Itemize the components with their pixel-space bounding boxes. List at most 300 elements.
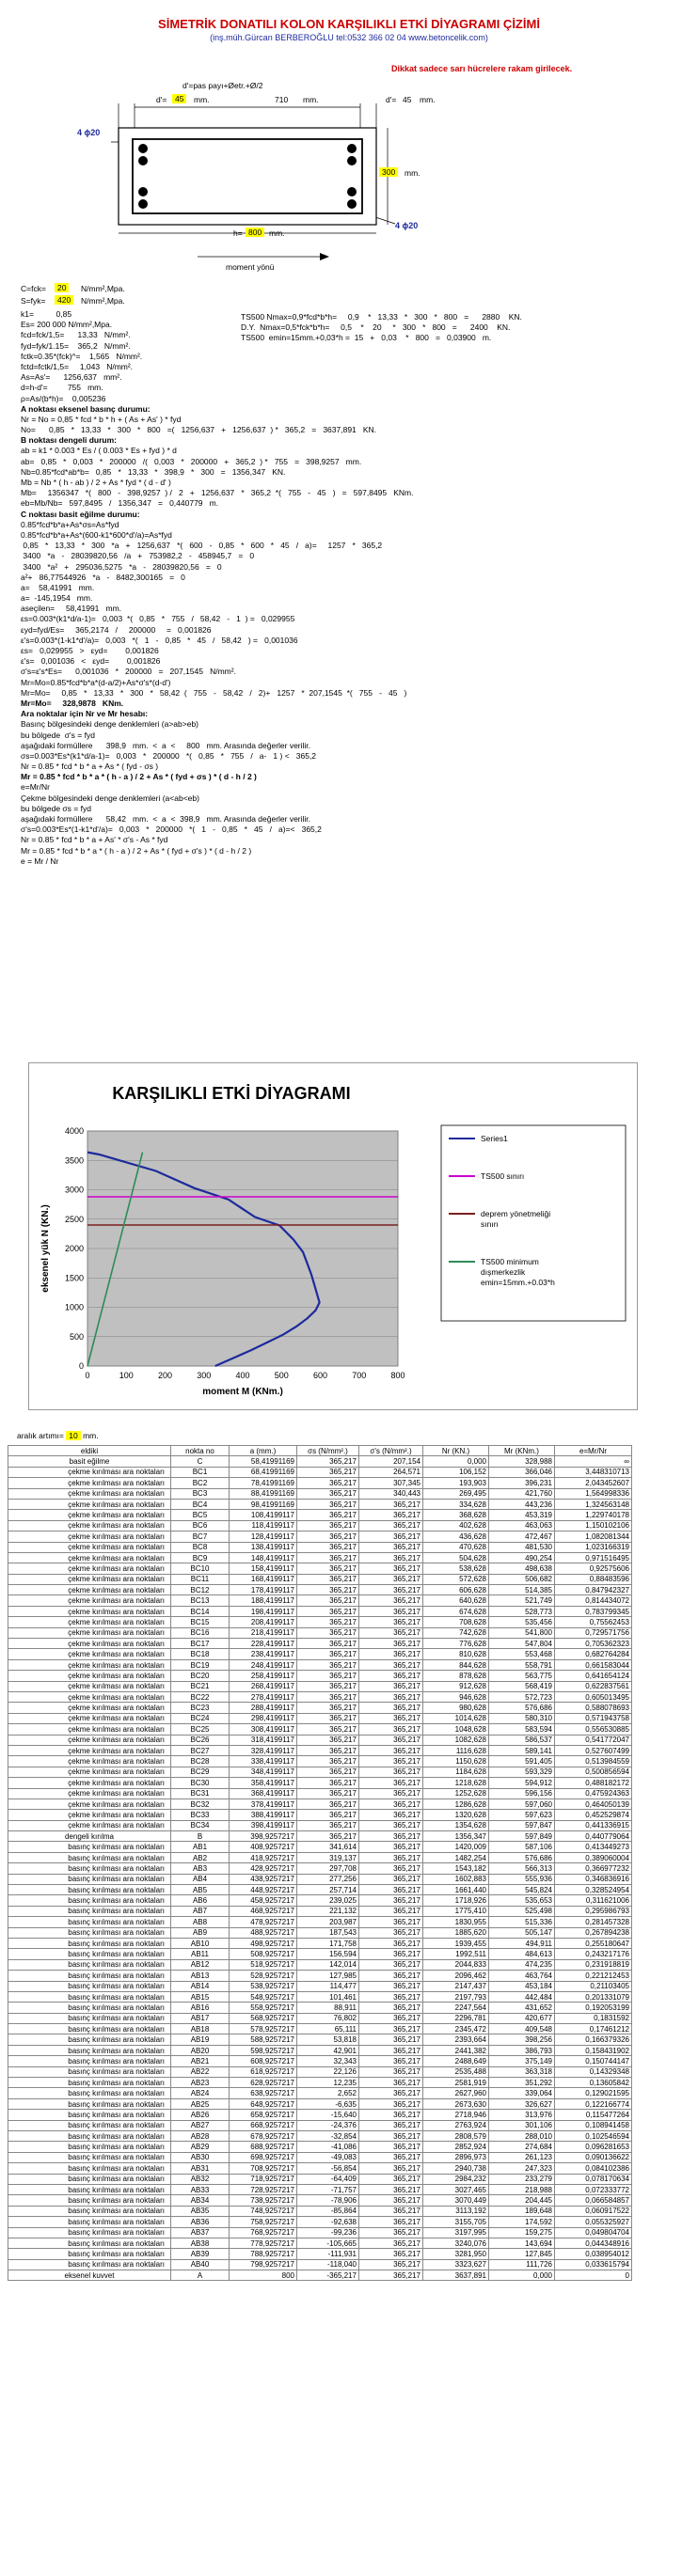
table-cell: 0,556530885 bbox=[555, 1724, 632, 1735]
table-cell: 0,21103405 bbox=[555, 1981, 632, 1991]
legend-label: TS500 sınırı bbox=[481, 1171, 525, 1181]
y-axis-label: eksenel yük N (KN.) bbox=[40, 1204, 51, 1293]
table-cell: -6,635 bbox=[297, 2098, 359, 2109]
calc-line: Mr=Mo= 328,9878 KNm. bbox=[21, 698, 124, 708]
table-cell: 0,441336915 bbox=[555, 1820, 632, 1830]
x-tick-label: 300 bbox=[197, 1371, 212, 1380]
calc-line: ρ=As/(b*h)= 0,005236 bbox=[21, 393, 106, 403]
table-cell: 365,217 bbox=[297, 1681, 359, 1691]
table-cell: 365,217 bbox=[359, 1756, 423, 1767]
calc-line: εs= 0,029955 > εyd= 0,001826 bbox=[21, 646, 159, 655]
table-cell: 1116,628 bbox=[423, 1745, 489, 1755]
table-cell: 0,267894238 bbox=[555, 1927, 632, 1938]
table-cell: 558,791 bbox=[489, 1659, 555, 1670]
table-cell: 1014,628 bbox=[423, 1713, 489, 1723]
table-cell: AB19 bbox=[171, 2034, 230, 2045]
table-cell: 0,084102386 bbox=[555, 2163, 632, 2174]
table-cell: 589,141 bbox=[489, 1745, 555, 1755]
table-cell: 708,628 bbox=[423, 1617, 489, 1627]
table-cell: 1992,511 bbox=[423, 1949, 489, 1959]
table-cell: 408,9257217 bbox=[230, 1842, 297, 1852]
table-cell: 742,628 bbox=[423, 1627, 489, 1638]
table-cell: 368,4199117 bbox=[230, 1788, 297, 1798]
concrete-unit: N/mm²,Mpa. bbox=[81, 284, 125, 293]
table-cell: 365,217 bbox=[297, 1778, 359, 1788]
column-header: σs (N/mm².) bbox=[297, 1446, 359, 1456]
table-row bbox=[8, 1478, 632, 1488]
table-cell: basınç kırılması ara noktaları bbox=[8, 2120, 171, 2130]
table-cell: 248,4199117 bbox=[230, 1659, 297, 1670]
table-cell: basınç kırılması ara noktaları bbox=[8, 1863, 171, 1874]
table-cell: 1,150102106 bbox=[555, 1520, 632, 1531]
table-row bbox=[8, 2238, 632, 2248]
table-cell: 22,126 bbox=[297, 2066, 359, 2077]
rebar-bar bbox=[138, 144, 148, 153]
table-cell: 398,4199117 bbox=[230, 1820, 297, 1830]
ts500-limits bbox=[241, 312, 522, 344]
table-cell: 1082,628 bbox=[423, 1735, 489, 1745]
calc-line: e=Mr/Nr bbox=[21, 782, 50, 793]
table-cell: 0,311621006 bbox=[555, 1895, 632, 1906]
table-cell: 365,217 bbox=[359, 1542, 423, 1552]
table-cell: 98,41991169 bbox=[230, 1499, 297, 1509]
x-axis-label: moment M (KNm.) bbox=[202, 1387, 283, 1397]
table-cell: 453,184 bbox=[489, 1981, 555, 1991]
table-cell: 375,149 bbox=[489, 2056, 555, 2066]
table-cell: 365,217 bbox=[359, 2066, 423, 2077]
table-cell: 1602,883 bbox=[423, 1874, 489, 1884]
table-cell: BC27 bbox=[171, 1745, 230, 1755]
table-cell: AB18 bbox=[171, 2024, 230, 2034]
table-cell: 3637,891 bbox=[423, 2270, 489, 2281]
table-row bbox=[8, 1520, 632, 1531]
table-cell: 528,773 bbox=[489, 1606, 555, 1616]
table-cell: 365,217 bbox=[359, 1831, 423, 1842]
table-cell: 583,594 bbox=[489, 1724, 555, 1735]
width-unit: mm. bbox=[303, 95, 319, 104]
y-tick-label: 3000 bbox=[64, 1185, 84, 1195]
table-cell: 0,096281653 bbox=[555, 2142, 632, 2152]
table-cell: 188,4199117 bbox=[230, 1595, 297, 1606]
table-cell: çekme kırılması ara noktaları bbox=[8, 1671, 171, 1681]
table-row bbox=[8, 1959, 632, 1970]
table-cell: 365,217 bbox=[359, 1842, 423, 1852]
table-cell: 238,4199117 bbox=[230, 1649, 297, 1659]
table-cell: 365,217 bbox=[297, 1671, 359, 1681]
table-cell: BC22 bbox=[171, 1691, 230, 1702]
table-cell: 3027,465 bbox=[423, 2184, 489, 2194]
table-cell: AB37 bbox=[171, 2227, 230, 2238]
table-cell: 53,818 bbox=[297, 2034, 359, 2045]
calc-line: B noktası dengeli durum: bbox=[21, 435, 118, 446]
calc-line: fcd=fck/1,5= 13,33 N/mm². bbox=[21, 330, 131, 340]
table-cell: 365,217 bbox=[297, 1467, 359, 1477]
table-cell: 0,783799345 bbox=[555, 1606, 632, 1616]
table-cell: basınç kırılması ara noktaları bbox=[8, 2024, 171, 2034]
table-cell: 1286,628 bbox=[423, 1798, 489, 1809]
table-cell: 402,628 bbox=[423, 1520, 489, 1531]
table-cell: 878,628 bbox=[423, 1671, 489, 1681]
table-cell: 541,800 bbox=[489, 1627, 555, 1638]
table-cell: basınç kırılması ara noktaları bbox=[8, 2249, 171, 2259]
table-row bbox=[8, 1606, 632, 1616]
table-row bbox=[8, 2013, 632, 2023]
table-row bbox=[8, 2078, 632, 2088]
table-cell: 458,9257217 bbox=[230, 1895, 297, 1906]
bottom-rebar-label: 4 ɸ20 bbox=[395, 221, 419, 230]
table-cell: 505,147 bbox=[489, 1927, 555, 1938]
table-cell: 278,4199117 bbox=[230, 1691, 297, 1702]
table-cell: BC23 bbox=[171, 1703, 230, 1713]
table-cell: 365,217 bbox=[359, 2078, 423, 2088]
table-cell: 365,217 bbox=[359, 1949, 423, 1959]
table-cell: 728,9257217 bbox=[230, 2184, 297, 2194]
table-row bbox=[8, 1649, 632, 1659]
table-cell: 365,217 bbox=[359, 1959, 423, 1970]
table-cell: AB8 bbox=[171, 1917, 230, 1927]
table-cell: 0,038954012 bbox=[555, 2249, 632, 2259]
table-cell: 0,044348916 bbox=[555, 2238, 632, 2248]
table-cell: basınç kırılması ara noktaları bbox=[8, 2013, 171, 2023]
table-row bbox=[8, 1735, 632, 1745]
table-cell: basınç kırılması ara noktaları bbox=[8, 2003, 171, 2013]
calc-line: Mb = Nb * ( h - ab ) / 2 + As * fyd * ( d - d' ) bbox=[21, 478, 171, 487]
table-cell: 365,217 bbox=[359, 2238, 423, 2248]
calc-line: fctk=0.35*(fck)^= 1,565 N/mm². bbox=[21, 351, 143, 361]
table-cell: 463,063 bbox=[489, 1520, 555, 1531]
table-cell: 606,628 bbox=[423, 1585, 489, 1595]
table-cell: 365,217 bbox=[359, 1820, 423, 1830]
calc-line: No= 0,85 * 13,33 * 300 * 800 =( 1256,637 + 1256,637 ) * 365,2 = 3637,891 KN. bbox=[21, 425, 377, 435]
calc-line: a²+ 86,77544926 *a - 8482,300165 = 0 bbox=[21, 572, 185, 582]
concrete-input[interactable]: 20 bbox=[55, 283, 69, 292]
height-input[interactable]: 300 bbox=[379, 167, 398, 177]
table-cell: 580,310 bbox=[489, 1713, 555, 1723]
table-cell: 365,217 bbox=[297, 1617, 359, 1627]
table-cell: basınç kırılması ara noktaları bbox=[8, 1959, 171, 1970]
column-header: Mr (KNm.) bbox=[489, 1446, 555, 1456]
table-cell: 365,217 bbox=[297, 1542, 359, 1552]
table-cell: AB36 bbox=[171, 2217, 230, 2227]
table-cell: 2673,630 bbox=[423, 2098, 489, 2109]
table-cell: 365,217 bbox=[297, 1531, 359, 1542]
table-cell: BC15 bbox=[171, 1617, 230, 1627]
table-cell: 193,903 bbox=[423, 1478, 489, 1488]
table-cell: basınç kırılması ara noktaları bbox=[8, 2152, 171, 2162]
dprime-right-value: 45 bbox=[403, 95, 412, 104]
table-cell: -71,757 bbox=[297, 2184, 359, 2194]
table-cell: BC32 bbox=[171, 1798, 230, 1809]
table-cell: çekme kırılması ara noktaları bbox=[8, 1617, 171, 1627]
steel-input[interactable]: 420 bbox=[55, 295, 73, 305]
calc-line: k1= 0,85 bbox=[21, 309, 72, 319]
table-cell: AB12 bbox=[171, 1959, 230, 1970]
table-cell: 3197,995 bbox=[423, 2227, 489, 2238]
table-row bbox=[8, 2056, 632, 2066]
table-cell: 2808,579 bbox=[423, 2131, 489, 2142]
table-cell: 365,217 bbox=[297, 1499, 359, 1509]
table-cell: AB13 bbox=[171, 1971, 230, 1981]
table-cell: BC14 bbox=[171, 1606, 230, 1616]
table-cell: 365,217 bbox=[359, 1906, 423, 1916]
table-row bbox=[8, 1798, 632, 1809]
x-tick-label: 800 bbox=[390, 1371, 405, 1380]
calc-line: 3400 *a - 28039820,56 /a + 753982,2 - 458945,7 = 0 bbox=[21, 551, 255, 561]
h-unit: mm. bbox=[269, 228, 285, 238]
table-row bbox=[8, 2045, 632, 2055]
table-cell: 768,9257217 bbox=[230, 2227, 297, 2238]
y-tick-label: 3500 bbox=[64, 1155, 84, 1166]
table-cell: 365,217 bbox=[297, 1595, 359, 1606]
y-tick-label: 0 bbox=[78, 1361, 84, 1371]
table-cell: 718,9257217 bbox=[230, 2174, 297, 2184]
table-cell: 365,217 bbox=[359, 1649, 423, 1659]
table-cell: çekme kırılması ara noktaları bbox=[8, 1552, 171, 1563]
table-cell: 776,628 bbox=[423, 1639, 489, 1649]
table-cell: 0,102546594 bbox=[555, 2131, 632, 2142]
table-cell: 208,4199117 bbox=[230, 1617, 297, 1627]
dprime-unit: mm. bbox=[194, 95, 210, 104]
table-cell: 118,4199117 bbox=[230, 1520, 297, 1531]
table-cell: AB35 bbox=[171, 2206, 230, 2216]
ts500-line: D.Y. Nmax=0,5*fck*b*h= 0,5 * 20 * 300 * 800 = 2400 KN. bbox=[241, 322, 511, 333]
y-tick-label: 500 bbox=[69, 1331, 84, 1342]
table-cell: 420,677 bbox=[489, 2013, 555, 2023]
column-outline bbox=[119, 128, 376, 225]
table-cell: basınç kırılması ara noktaları bbox=[8, 1917, 171, 1927]
table-cell: 472,467 bbox=[489, 1531, 555, 1542]
rebar-bar bbox=[347, 187, 357, 196]
table-cell: 368,628 bbox=[423, 1510, 489, 1520]
table-cell: çekme kırılması ara noktaları bbox=[8, 1703, 171, 1713]
table-cell: AB9 bbox=[171, 1927, 230, 1938]
table-cell: 1,564998336 bbox=[555, 1488, 632, 1499]
table-cell: 596,156 bbox=[489, 1788, 555, 1798]
table-cell: AB30 bbox=[171, 2152, 230, 2162]
table-cell: 365,217 bbox=[359, 2174, 423, 2184]
table-cell: AB10 bbox=[171, 1938, 230, 1948]
table-cell: 598,9257217 bbox=[230, 2045, 297, 2055]
table-cell: çekme kırılması ara noktaları bbox=[8, 1531, 171, 1542]
calc-line: a= 58,41991 mm. bbox=[21, 582, 95, 592]
calc-line: ab = k1 * 0.003 * Es / ( 0.003 * Es + fyd ) * d bbox=[21, 446, 177, 456]
table-cell: 365,217 bbox=[297, 1745, 359, 1755]
table-row bbox=[8, 2227, 632, 2238]
table-cell: 1,023166319 bbox=[555, 1542, 632, 1552]
table-cell: AB28 bbox=[171, 2131, 230, 2142]
calc-line: Mr = 0.85 * fcd * b * a * ( h - a ) / 2 + As * ( fyd + σ's ) * ( d - h / 2 ) bbox=[21, 845, 252, 856]
table-cell: 365,217 bbox=[297, 1520, 359, 1531]
table-cell: 0,049804704 bbox=[555, 2227, 632, 2238]
table-cell: 365,217 bbox=[359, 1659, 423, 1670]
table-cell: 0,500856594 bbox=[555, 1767, 632, 1777]
table-cell: 608,9257217 bbox=[230, 2056, 297, 2066]
table-cell: -365,217 bbox=[297, 2270, 359, 2281]
table-cell: BC12 bbox=[171, 1585, 230, 1595]
table-cell: 365,217 bbox=[359, 2120, 423, 2130]
table-cell: 1354,628 bbox=[423, 1820, 489, 1830]
table-cell: 365,217 bbox=[297, 1820, 359, 1830]
table-cell: 386,793 bbox=[489, 2045, 555, 2055]
table-cell: 365,217 bbox=[359, 2045, 423, 2055]
table-cell: 0,13605842 bbox=[555, 2078, 632, 2088]
table-row bbox=[8, 2142, 632, 2152]
table-cell: 0,115477264 bbox=[555, 2110, 632, 2120]
table-cell: 341,614 bbox=[297, 1842, 359, 1852]
table-cell: basit eğilme bbox=[8, 1456, 171, 1467]
table-cell: 365,217 bbox=[359, 1767, 423, 1777]
table-cell: 0,847942327 bbox=[555, 1585, 632, 1595]
calc-line: Es= 200 000 N/mm²,Mpa. bbox=[21, 320, 113, 330]
table-cell: basınç kırılması ara noktaları bbox=[8, 1852, 171, 1862]
table-cell: 365,217 bbox=[297, 1585, 359, 1595]
table-cell: 2852,924 bbox=[423, 2142, 489, 2152]
table-cell: çekme kırılması ara noktaları bbox=[8, 1478, 171, 1488]
table-cell: 111,726 bbox=[489, 2259, 555, 2270]
table-cell: 980,628 bbox=[423, 1703, 489, 1713]
table-cell: 365,217 bbox=[359, 1971, 423, 1981]
table-cell: basınç kırılması ara noktaları bbox=[8, 1938, 171, 1948]
table-cell: 558,9257217 bbox=[230, 2003, 297, 2013]
table-cell: 365,217 bbox=[359, 1520, 423, 1531]
table-cell: 0,14329348 bbox=[555, 2066, 632, 2077]
table-cell: 76,802 bbox=[297, 2013, 359, 2023]
table-cell: AB38 bbox=[171, 2238, 230, 2248]
table-cell: 108,4199117 bbox=[230, 1510, 297, 1520]
table-cell: 365,217 bbox=[297, 1756, 359, 1767]
table-cell: 365,217 bbox=[359, 1563, 423, 1574]
table-cell: 365,217 bbox=[359, 1639, 423, 1649]
ts500-line: TS500 Nmax=0,9*fcd*b*h= 0,9 * 13,33 * 300 * 800 = 2880 KN. bbox=[241, 312, 522, 322]
table-cell: 0,413449273 bbox=[555, 1842, 632, 1852]
calc-line: e = Mr / Nr bbox=[21, 856, 59, 866]
table-cell: 138,4199117 bbox=[230, 1542, 297, 1552]
table-cell: 339,064 bbox=[489, 2088, 555, 2098]
x-tick-label: 400 bbox=[235, 1371, 250, 1380]
table-cell: 0 bbox=[555, 2270, 632, 2281]
table-cell: 3,448310713 bbox=[555, 1467, 632, 1477]
table-cell: 365,217 bbox=[297, 1767, 359, 1777]
table-cell: 365,217 bbox=[359, 2110, 423, 2120]
table-cell: 187,543 bbox=[297, 1927, 359, 1938]
table-cell: AB20 bbox=[171, 2045, 230, 2055]
steel-label: S=fyk= bbox=[21, 296, 46, 306]
calc-line: 0.85*fcd*b*a+As*(600-k1*600*d'/a)=As*fyd bbox=[21, 529, 172, 540]
table-cell: 2984,232 bbox=[423, 2174, 489, 2184]
table-cell: BC34 bbox=[171, 1820, 230, 1830]
table-cell: çekme kırılması ara noktaları bbox=[8, 1520, 171, 1531]
table-cell: 521,749 bbox=[489, 1595, 555, 1606]
calc-line: C noktası basit eğilme durumu: bbox=[21, 509, 140, 519]
table-cell: 418,9257217 bbox=[230, 1852, 297, 1862]
table-cell: 0,166379326 bbox=[555, 2034, 632, 2045]
table-cell: 398,256 bbox=[489, 2034, 555, 2045]
rebar-bar bbox=[347, 144, 357, 153]
top-rebar-label: 4 ɸ20 bbox=[77, 128, 101, 137]
table-cell: 365,217 bbox=[359, 1885, 423, 1895]
calc-line: εyd=fyd/Es= 365,2174 / 200000 = 0,001826 bbox=[21, 624, 212, 635]
dprime-input[interactable]: 45 bbox=[172, 94, 186, 103]
table-cell: 0,295986793 bbox=[555, 1906, 632, 1916]
table-cell: 334,628 bbox=[423, 1499, 489, 1509]
table-cell: basınç kırılması ara noktaları bbox=[8, 2174, 171, 2184]
table-cell: AB24 bbox=[171, 2088, 230, 2098]
table-cell: 42,901 bbox=[297, 2045, 359, 2055]
table-cell: AB21 bbox=[171, 2056, 230, 2066]
table-cell: 1,082081344 bbox=[555, 1531, 632, 1542]
table-cell: BC2 bbox=[171, 1478, 230, 1488]
table-cell: 239,025 bbox=[297, 1895, 359, 1906]
table-cell: 0,1831592 bbox=[555, 2013, 632, 2023]
table-cell: -111,931 bbox=[297, 2249, 359, 2259]
calc-line: As=As'= 1256,637 mm². bbox=[21, 372, 122, 383]
table-cell: 365,217 bbox=[359, 2152, 423, 2162]
table-row bbox=[8, 1863, 632, 1874]
table-cell: 365,217 bbox=[359, 1574, 423, 1584]
table-row bbox=[8, 1756, 632, 1767]
table-cell: 365,217 bbox=[297, 1703, 359, 1713]
table-cell: 0,158431902 bbox=[555, 2045, 632, 2055]
table-cell: 2627,960 bbox=[423, 2088, 489, 2098]
table-cell: 365,217 bbox=[359, 1606, 423, 1616]
calc-line: bu bölgede σ's = fyd bbox=[21, 730, 95, 740]
table-cell: AB34 bbox=[171, 2195, 230, 2206]
table-cell: 365,217 bbox=[359, 1627, 423, 1638]
table-cell: çekme kırılması ara noktaları bbox=[8, 1681, 171, 1691]
table-cell: 365,217 bbox=[297, 1735, 359, 1745]
table-cell: 365,217 bbox=[359, 2003, 423, 2013]
x-tick-label: 0 bbox=[85, 1371, 90, 1380]
table-cell: 365,217 bbox=[297, 1563, 359, 1574]
table-cell: BC4 bbox=[171, 1499, 230, 1509]
table-cell: 2,043452607 bbox=[555, 1478, 632, 1488]
table-cell: 148,4199117 bbox=[230, 1552, 297, 1563]
h-input[interactable]: 800 bbox=[246, 228, 264, 237]
table-row bbox=[8, 1885, 632, 1895]
table-cell: 1885,620 bbox=[423, 1927, 489, 1938]
table-cell: 365,217 bbox=[359, 1595, 423, 1606]
column-header: a (mm.) bbox=[230, 1446, 297, 1456]
interval-input[interactable]: 10 bbox=[66, 1431, 80, 1440]
table-cell: çekme kırılması ara noktaları bbox=[8, 1691, 171, 1702]
table-cell: BC9 bbox=[171, 1552, 230, 1563]
table-row bbox=[8, 1585, 632, 1595]
table-row bbox=[8, 2174, 632, 2184]
table-cell: 365,217 bbox=[359, 1938, 423, 1948]
ts500-line: TS500 emin=15mm.+0,03*h = 15 + 0,03 * 800 = 0,03900 m. bbox=[241, 333, 492, 343]
table-cell: 1184,628 bbox=[423, 1767, 489, 1777]
table-row bbox=[8, 1906, 632, 1916]
table-cell: 474,235 bbox=[489, 1959, 555, 1970]
table-cell: 127,845 bbox=[489, 2249, 555, 2259]
calc-line: Nr = 0.85 * fcd * b * a + As * ( fyd - σs ) bbox=[21, 762, 159, 772]
table-cell: 358,4199117 bbox=[230, 1778, 297, 1788]
table-cell: 365,217 bbox=[359, 1713, 423, 1723]
calc-line: 3400 *a² + 295036,5275 *a - 28039820,56 = 0 bbox=[21, 561, 222, 572]
table-cell: 498,9257217 bbox=[230, 1938, 297, 1948]
table-cell: 0,92575606 bbox=[555, 1563, 632, 1574]
table-cell: 800 bbox=[230, 2270, 297, 2281]
table-cell: 365,217 bbox=[359, 1703, 423, 1713]
table-cell: basınç kırılması ara noktaları bbox=[8, 1971, 171, 1981]
y-tick-label: 4000 bbox=[64, 1126, 84, 1136]
table-cell: 65,111 bbox=[297, 2024, 359, 2034]
table-cell: 0,192053199 bbox=[555, 2003, 632, 2013]
table-cell: basınç kırılması ara noktaları bbox=[8, 1885, 171, 1895]
calc-line: A noktası eksenel basınç durumu: bbox=[21, 403, 151, 414]
table-cell: 1830,955 bbox=[423, 1917, 489, 1927]
calculation-block bbox=[21, 309, 679, 867]
